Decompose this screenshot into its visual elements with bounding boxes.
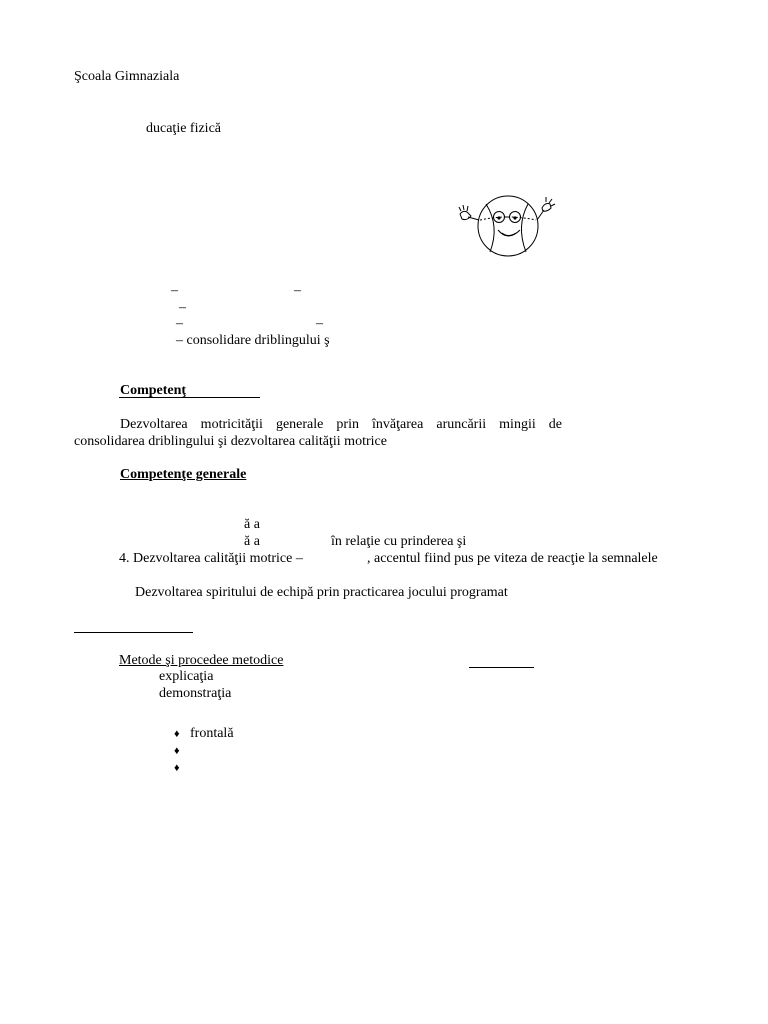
competence-item-4-cont: , accentul fiind pus pe viteza de reacţie la semnalele bbox=[367, 551, 658, 566]
fragment-text: ă a bbox=[244, 517, 260, 532]
bullet-icon: ♦ bbox=[174, 728, 180, 740]
fragment-text: ă a bbox=[244, 534, 260, 549]
organization-item: frontală bbox=[190, 726, 234, 741]
bullet-icon: ♦ bbox=[174, 762, 180, 774]
general-competences-heading: Competenţe generale bbox=[120, 467, 247, 482]
basketball-mascot-icon bbox=[456, 190, 556, 260]
fragment-text: în relaţie cu prinderea şi bbox=[331, 534, 467, 549]
fragment-dash: – bbox=[171, 283, 178, 298]
heading-underline bbox=[119, 397, 260, 398]
competent-line-1: Dezvoltarea motricităţii generale prin învăţarea aruncării mingii de bbox=[120, 417, 562, 432]
school-name: Şcoala Gimnaziala bbox=[74, 69, 180, 84]
competent-heading: Competenţ bbox=[120, 383, 187, 398]
fragment-dash: – bbox=[316, 316, 323, 331]
fragment-dash: – bbox=[176, 316, 183, 331]
method-item: explicaţia bbox=[159, 669, 214, 684]
bullet-icon: ♦ bbox=[174, 745, 180, 757]
fragment-dash: – bbox=[179, 300, 186, 315]
team-spirit-line: Dezvoltarea spiritului de echipă prin practicarea jocului programat bbox=[135, 585, 508, 600]
separator-line bbox=[74, 632, 193, 633]
methods-heading: Metode şi procedee metodice bbox=[119, 653, 284, 668]
objective-line: – consolidare driblingului ş bbox=[176, 333, 330, 348]
blank-underline bbox=[469, 667, 534, 668]
method-item: demonstraţia bbox=[159, 686, 232, 701]
fragment-dash: – bbox=[294, 283, 301, 298]
subject-title: ducaţie fizică bbox=[146, 121, 222, 136]
competent-line-2: consolidarea driblingului şi dezvoltarea calităţii motrice bbox=[74, 434, 387, 449]
competence-item-4: 4. Dezvoltarea calităţii motrice – bbox=[119, 551, 303, 566]
